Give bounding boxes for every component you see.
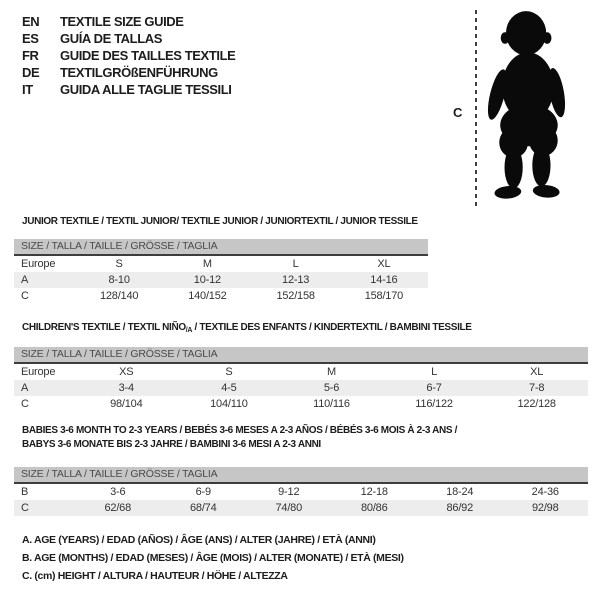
age-cell: 14-16 bbox=[370, 274, 398, 286]
language-label: TEXTILE SIZE GUIDE bbox=[60, 14, 184, 29]
age-cell: 5-6 bbox=[323, 382, 340, 394]
months-cell: 9-12 bbox=[278, 486, 300, 498]
babies-row-height bbox=[14, 500, 588, 516]
language-code: ES bbox=[22, 31, 39, 46]
children-size-table bbox=[14, 347, 588, 412]
junior-section-title: JUNIOR TEXTILE / TEXTIL JUNIOR/ TEXTILE JUNIOR / JUNIORTEXTIL / JUNIOR TESSILE bbox=[22, 216, 418, 227]
row-label: C bbox=[21, 290, 29, 302]
height-measure-label: C bbox=[453, 105, 463, 120]
language-row-it bbox=[22, 81, 235, 98]
height-cell: 140/152 bbox=[188, 290, 227, 302]
age-cell: 6-7 bbox=[426, 382, 442, 394]
language-label: GUÍA DE TALLAS bbox=[60, 31, 163, 46]
row-label: A bbox=[21, 382, 29, 394]
language-row-es bbox=[22, 30, 235, 47]
height-cell: 158/170 bbox=[364, 290, 404, 302]
size-cell: M bbox=[202, 258, 212, 270]
footnotes-block bbox=[22, 531, 404, 585]
age-cell: 7-8 bbox=[529, 382, 545, 394]
height-cell: 110/116 bbox=[313, 398, 350, 410]
children-row-age bbox=[14, 380, 588, 396]
age-cell: 8-10 bbox=[108, 274, 130, 286]
size-cell: XL bbox=[530, 366, 544, 378]
children-row-europe bbox=[14, 364, 588, 380]
row-label: B bbox=[21, 486, 29, 498]
size-cell: S bbox=[225, 366, 233, 378]
age-cell: 3-4 bbox=[118, 382, 134, 394]
height-cell: 104/110 bbox=[210, 398, 248, 410]
months-cell: 6-9 bbox=[195, 486, 211, 498]
children-section-title bbox=[22, 321, 472, 336]
height-cell: 152/158 bbox=[276, 290, 315, 302]
children-title-pre: CHILDREN'S TEXTILE / TEXTIL NIÑO bbox=[22, 322, 186, 333]
junior-size-table bbox=[14, 239, 428, 304]
language-row-de bbox=[22, 64, 235, 81]
language-title-block bbox=[22, 13, 235, 98]
age-cell: 12-13 bbox=[282, 274, 310, 286]
row-label: C bbox=[21, 398, 29, 410]
row-label: Europe bbox=[21, 366, 56, 378]
height-cell: 128/140 bbox=[99, 290, 139, 302]
height-cell: 74/80 bbox=[275, 502, 303, 514]
size-cell: L bbox=[292, 258, 299, 270]
height-cell: 86/92 bbox=[446, 502, 474, 514]
babies-size-header: SIZE / TALLA / TAILLE / GRÖSSE / TAGLIA bbox=[14, 467, 588, 484]
row-label: Europe bbox=[21, 258, 56, 270]
height-cell: 62/68 bbox=[104, 502, 132, 514]
height-cell: 68/74 bbox=[189, 502, 217, 514]
height-measure-dashed-line bbox=[475, 10, 477, 208]
junior-size-header: SIZE / TALLA / TAILLE / GRÖSSE / TAGLIA bbox=[14, 239, 428, 256]
children-title-sub: /A bbox=[185, 327, 193, 334]
children-row-height bbox=[14, 396, 588, 412]
language-label: GUIDE DES TAILLES TEXTILE bbox=[60, 48, 236, 63]
footnote-height-cm: C. (cm) HEIGHT / ALTURA / HAUTEUR / HÖHE / ALTEZZA bbox=[22, 570, 288, 582]
language-code: EN bbox=[22, 14, 40, 29]
children-size-header: SIZE / TALLA / TAILLE / GRÖSSE / TAGLIA bbox=[14, 347, 588, 364]
children-title-post: / TEXTILE DES ENFANTS / KINDERTEXTIL / BAMBINI TESSILE bbox=[192, 322, 472, 333]
babies-title-line1: BABIES 3-6 MONTH TO 2-3 YEARS / BEBÉS 3-6 MESES A 2-3 AÑOS / BÉBÉS 3-6 MOIS À 2-3 ANS / bbox=[22, 425, 458, 436]
language-label: TEXTILGRÖßENFÜHRUNG bbox=[60, 65, 218, 80]
months-cell: 24-36 bbox=[531, 486, 559, 498]
months-cell: 18-24 bbox=[446, 486, 474, 498]
junior-row-height bbox=[14, 288, 428, 304]
language-code: DE bbox=[22, 65, 40, 80]
language-label: GUIDA ALLE TAGLIE TESSILI bbox=[60, 82, 232, 97]
language-row-fr bbox=[22, 47, 235, 64]
height-cell: 92/98 bbox=[531, 502, 559, 514]
toddler-silhouette bbox=[482, 6, 574, 208]
size-cell: XS bbox=[119, 366, 134, 378]
age-cell: 4-5 bbox=[221, 382, 237, 394]
junior-row-europe bbox=[14, 256, 428, 272]
size-cell: L bbox=[431, 366, 438, 378]
babies-section-title bbox=[22, 424, 457, 452]
row-label: A bbox=[21, 274, 29, 286]
size-cell: S bbox=[115, 258, 123, 270]
age-cell: 10-12 bbox=[193, 274, 221, 286]
junior-row-age bbox=[14, 272, 428, 288]
height-cell: 80/86 bbox=[360, 502, 388, 514]
language-code: IT bbox=[22, 82, 33, 97]
babies-size-table bbox=[14, 467, 588, 516]
row-label: C bbox=[21, 502, 29, 514]
footnote-age-months: B. AGE (MONTHS) / EDAD (MESES) / ÂGE (MOIS) / ALTER (MONATE) / ETÀ (MESI) bbox=[22, 552, 404, 564]
babies-row-months bbox=[14, 484, 588, 500]
size-cell: M bbox=[327, 366, 336, 378]
months-cell: 12-18 bbox=[360, 486, 388, 498]
height-cell: 98/104 bbox=[110, 398, 143, 410]
height-cell: 116/122 bbox=[415, 398, 453, 410]
size-cell: XL bbox=[377, 258, 391, 270]
language-row-en bbox=[22, 13, 235, 30]
babies-title-line2: BABYS 3-6 MONATE BIS 2-3 JAHRE / BAMBINI 3-6 MESI A 2-3 ANNI bbox=[22, 439, 321, 450]
language-code: FR bbox=[22, 48, 39, 63]
footnote-age-years: A. AGE (YEARS) / EDAD (AÑOS) / ÂGE (ANS) / ALTER (JAHRE) / ETÀ (ANNI) bbox=[22, 534, 376, 546]
height-cell: 122/128 bbox=[517, 398, 556, 410]
months-cell: 3-6 bbox=[110, 486, 126, 498]
